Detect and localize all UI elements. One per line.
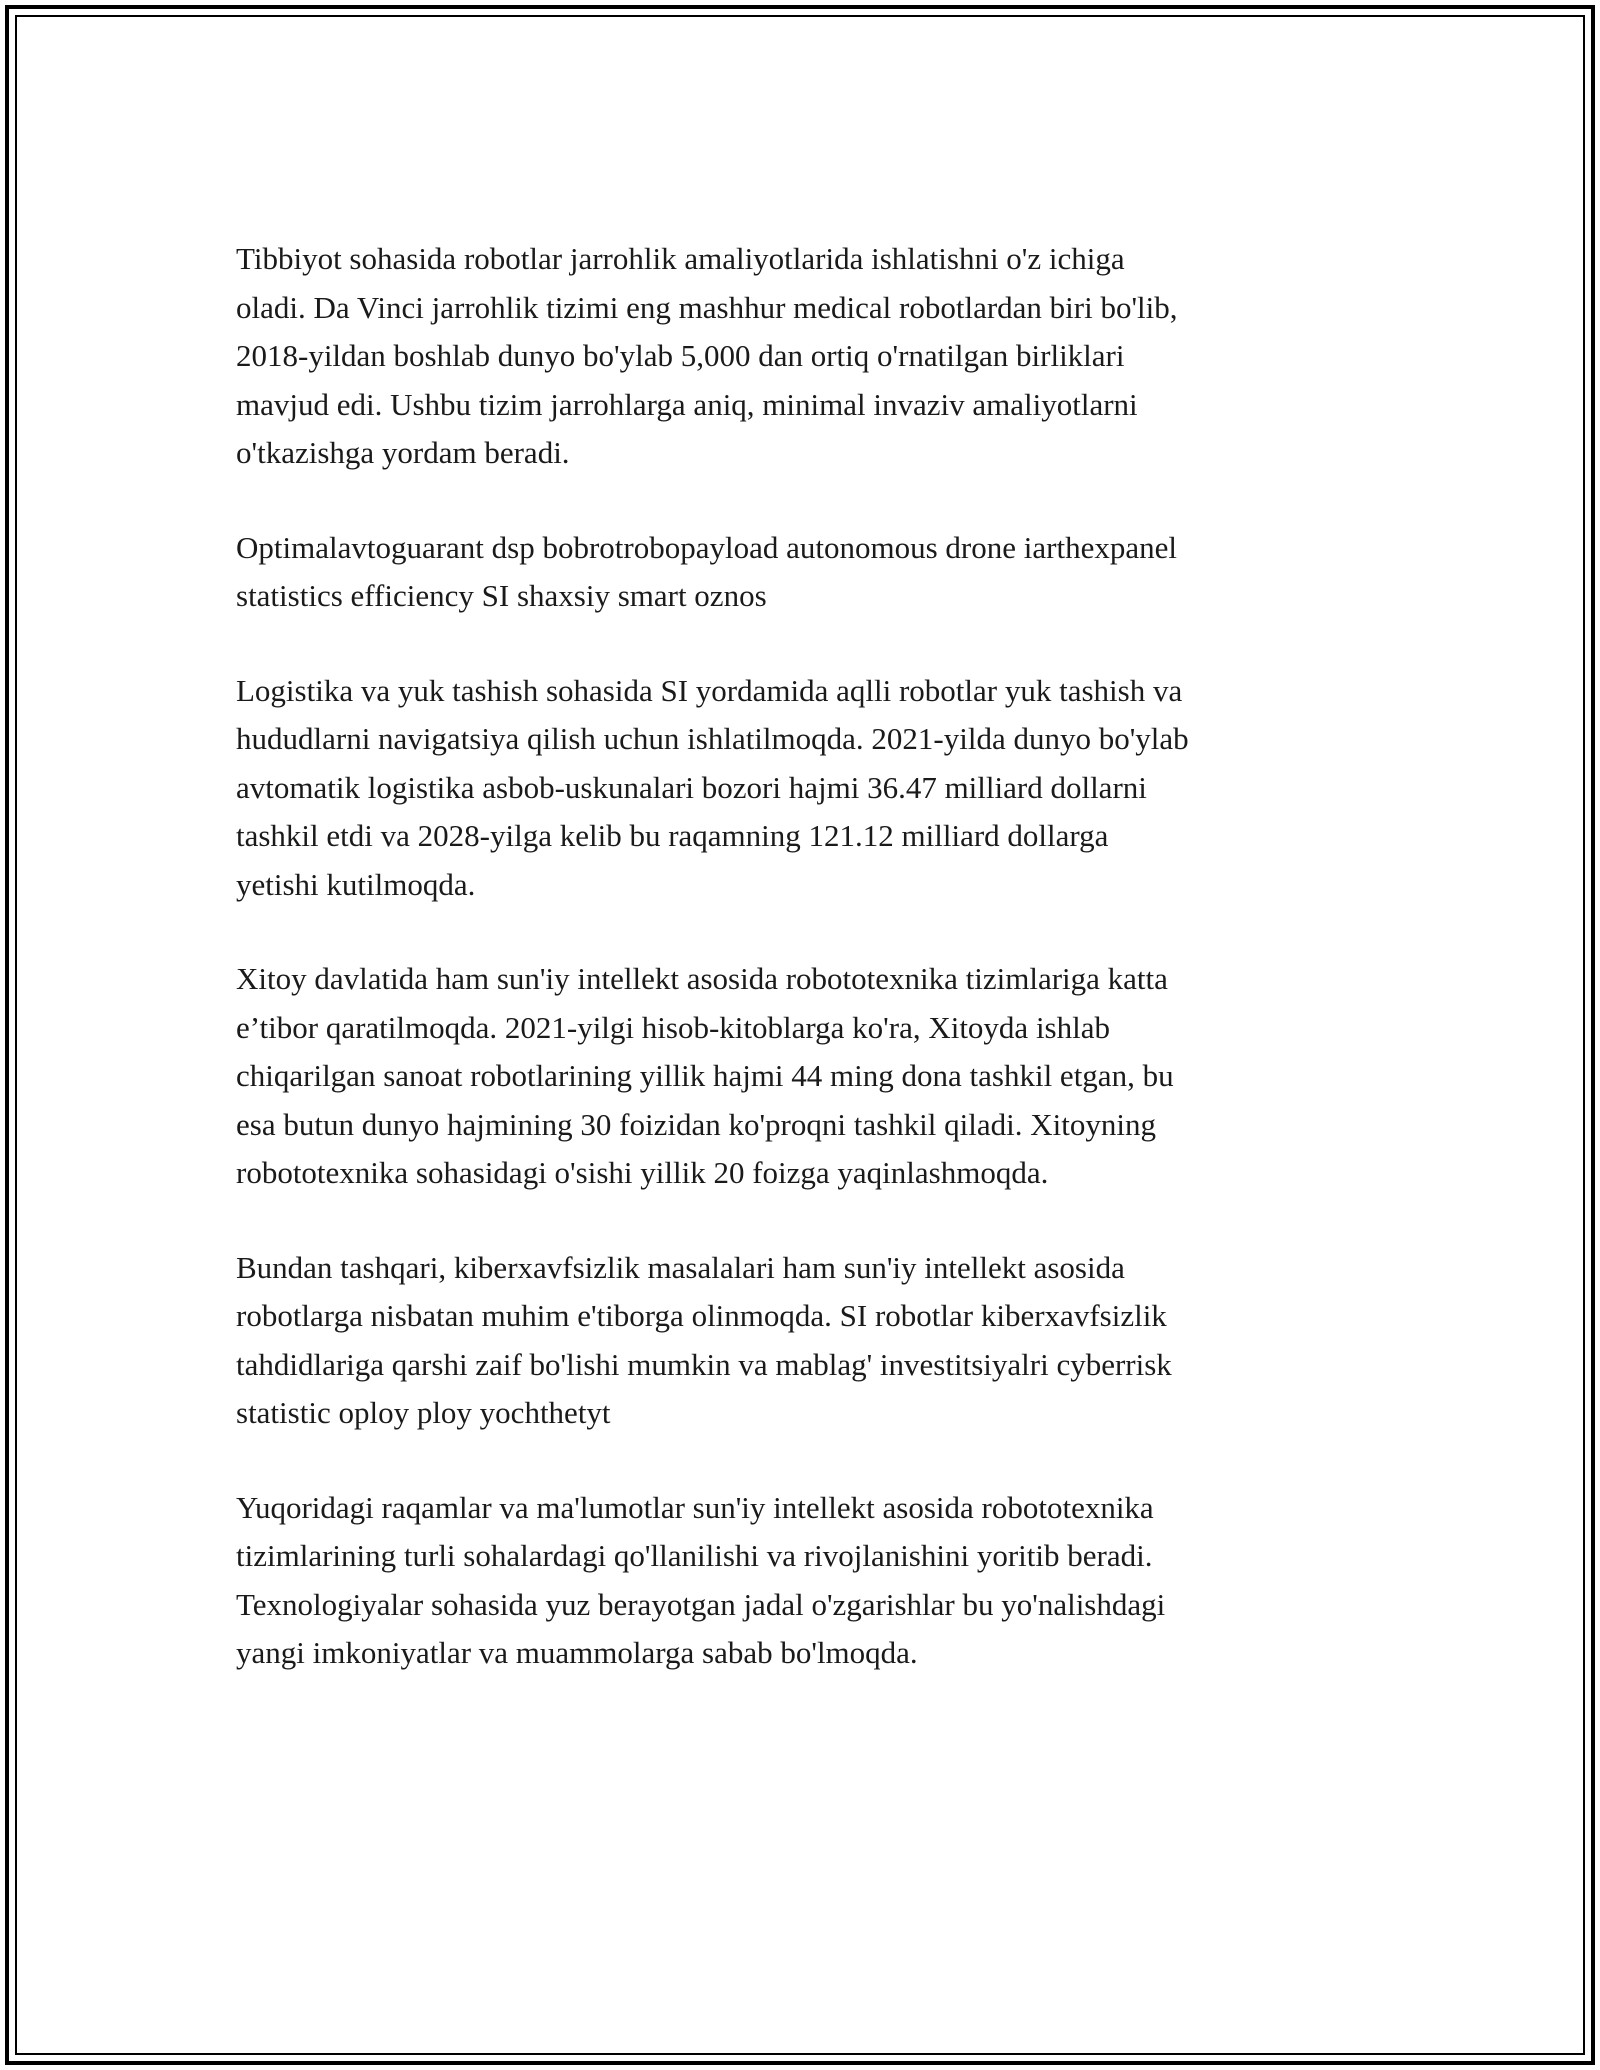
paragraph-cybersecurity: Bundan tashqari, kiberxavfsizlik masalalari ham sun'iy intellekt asosida robotlarga nisbatan muhim e'tiborga olinmoqda. SI robotlar kiberxavfsizlik tahdidlariga qarshi zaif bo'lishi mumkin va mablag' investitsiyalri cyberrisk statistic oploy ploy yochthetyt <box>236 1249 1172 1430</box>
paragraph-medical-robots: Tibbiyot sohasida robotlar jarrohlik amaliyotlarida ishlatishni o'z ichiga oladi. Da Vinci jarrohlik tizimi eng mashhur medical robotlardan biri bo'lib, 2018-yildan boshlab dunyo bo'ylab 5,000 dan ortiq o'rnatilgan birliklari mavjud edi. Ushbu tizim jarrohlarga aniq, minimal invaziv amaliyotlarni o'tkazishga yordam beradi. <box>236 241 1178 470</box>
document-body <box>236 235 1376 1724</box>
paragraph-logistics: Logistika va yuk tashish sohasida SI yordamida aqlli robotlar yuk tashish va hududlarni navigatsiya qilish uchun ishlatilmoqda. 2021-yilda dunyo bo'ylab avtomatik logistika asbob-uskunalari bozori hajmi 36.47 milliard dollarni tashkil etdi va 2028-yilga kelib bu raqamning 121.12 milliard dollarga yetishi kutilmoqda. <box>236 672 1189 902</box>
paragraph-conclusion: Yuqoridagi raqamlar va ma'lumotlar sun'iy intellekt asosida robototexnika tizimlarining turli sohalardagi qo'llanilishi va rivojlanishini yoritib beradi. Texnologiyalar sohasida yuz berayotgan jadal o'zgarishlar bu yo'nalishdagi yangi imkoniyatlar va muammolarga sabab bo'lmoqda. <box>236 1489 1166 1670</box>
paragraph-keywords: Optimalavtoguarant dsp bobrotrobopayload autonomous drone iarthexpanel statistics efficiency SI shaxsiy smart oznos <box>236 529 1177 613</box>
paragraph-china-robotics: Xitoy davlatida ham sun'iy intellekt asosida robototexnika tizimlariga katta e’tibor qaratilmoqda. 2021-yilgi hisob-kitoblarga ko'ra, Xitoyda ishlab chiqarilgan sanoat robotlarining yillik hajmi 44 ming dona tashkil etgan, bu esa butun dunyo hajmining 30 foizidan ko'proqni tashkil qiladi. Xitoyning robototexnika sohasidagi o'sishi yillik 20 foizga yaqinlashmoqda. <box>236 961 1174 1190</box>
